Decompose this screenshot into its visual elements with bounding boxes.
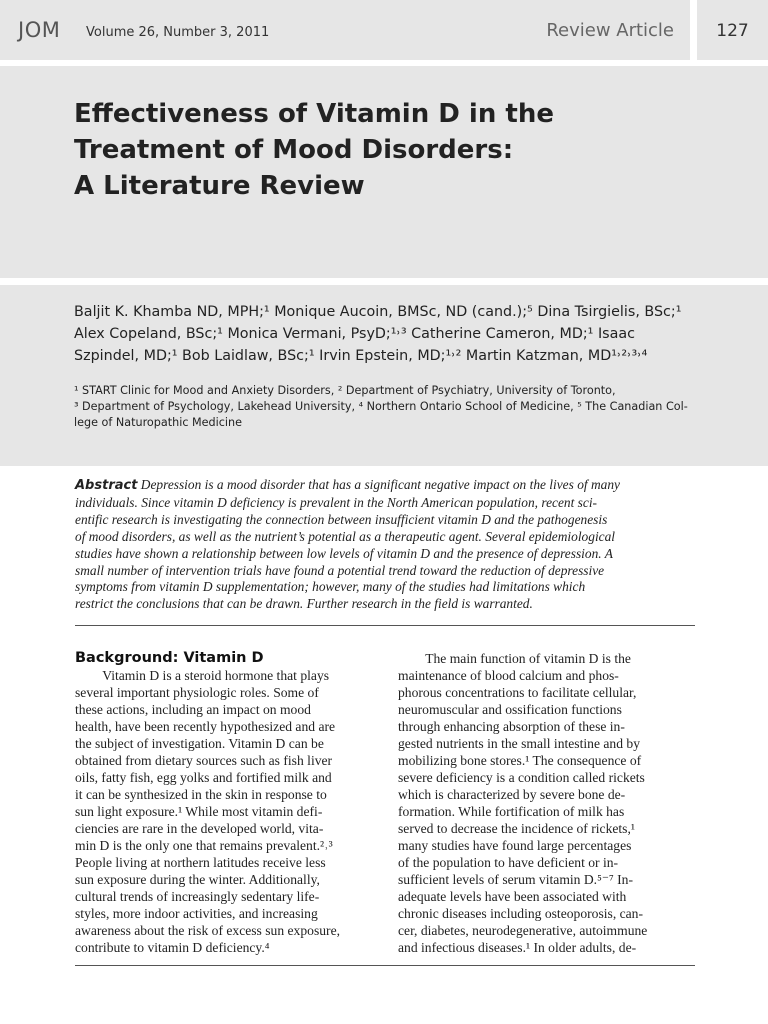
abstract-line: symptoms from vitamin D supplementation; however, many of the studies had limitations which bbox=[75, 579, 586, 595]
affiliation-list bbox=[74, 383, 714, 431]
affiliation-line: ³ Department of Psychology, Lakehead University, ⁴ Northern Ontario School of Medicine, ⁵ The Canadian Col- bbox=[74, 400, 688, 413]
body-line: and infectious diseases.¹ In older adults, de- bbox=[398, 940, 637, 955]
body-line: contribute to vitamin D deficiency.⁴ bbox=[75, 940, 270, 955]
body-line: sufficient levels of serum vitamin D.⁵⁻⁷ In- bbox=[398, 872, 633, 887]
body-line: cer, diabetes, neurodegenerative, autoimmune bbox=[398, 923, 648, 938]
body-line: Vitamin D is a steroid hormone that plays bbox=[75, 668, 330, 683]
body-line: many studies have found large percentages bbox=[398, 838, 632, 853]
abstract-text: Depression is a mood disorder that has a significant negative impact on the lives of many bbox=[140, 477, 620, 492]
body-line: adequate levels have been associated with bbox=[398, 889, 627, 904]
abstract-line: small number of intervention trials have found a potential trend toward the reduction of depressive bbox=[75, 562, 605, 578]
abstract bbox=[75, 477, 690, 613]
left-column-text bbox=[75, 667, 371, 956]
journal-header-bar bbox=[0, 0, 690, 60]
abstract-line: entific research is investigating the connection between insufficient vitamin D and the pathogenesis bbox=[75, 511, 608, 527]
body-line: phorous concentrations to facilitate cellular, bbox=[398, 685, 637, 700]
body-line: ciencies are rare in the developed world, vita- bbox=[75, 821, 324, 836]
column-bottom-divider bbox=[75, 965, 695, 966]
body-line: oils, fatty fish, egg yolks and fortified milk and bbox=[75, 770, 332, 785]
body-line: People living at northern latitudes receive less bbox=[75, 855, 326, 870]
body-line: gested nutrients in the small intestine and by bbox=[398, 736, 640, 751]
abstract-first-line bbox=[75, 477, 690, 495]
authors-panel bbox=[0, 285, 768, 466]
body-line: several important physiologic roles. Some of bbox=[75, 685, 319, 700]
author-line: Szpindel, MD;¹ Bob Laidlaw, BSc;¹ Irvin Epstein, MD;¹˒² Martin Katzman, MD¹˒²˒³˒⁴ bbox=[74, 348, 648, 364]
body-line: severe deficiency is a condition called rickets bbox=[398, 770, 645, 785]
title-panel bbox=[0, 66, 768, 278]
body-line: sun exposure during the winter. Additionally, bbox=[75, 872, 320, 887]
body-line: The main function of vitamin D is the bbox=[398, 651, 631, 666]
author-line: Baljit K. Khamba ND, MPH;¹ Monique Aucoin, BMSc, ND (cand.);⁵ Dina Tsirgielis, BSc;¹ bbox=[74, 304, 682, 320]
abstract-line: restrict the conclusions that can be drawn. Further research in the field is warranted. bbox=[75, 596, 533, 612]
body-line: through enhancing absorption of these in- bbox=[398, 719, 625, 734]
affiliation-line: lege of Naturopathic Medicine bbox=[74, 416, 242, 429]
abstract-divider bbox=[75, 625, 695, 626]
page-number: 127 bbox=[716, 21, 749, 41]
body-line: health, have been recently hypothesized and are bbox=[75, 719, 336, 734]
right-column-text bbox=[398, 650, 695, 956]
body-line: formation. While fortification of milk has bbox=[398, 804, 625, 819]
article-type-label: Review Article bbox=[546, 20, 674, 41]
journal-name: JOM bbox=[18, 18, 61, 42]
body-line: min D is the only one that remains prevalent.²˒³ bbox=[75, 838, 333, 853]
affiliation-line: ¹ START Clinic for Mood and Anxiety Disorders, ² Department of Psychiatry, University of Toronto, bbox=[74, 384, 616, 397]
body-line: of the population to have deficient or in- bbox=[398, 855, 619, 870]
body-line: neuromuscular and ossification functions bbox=[398, 702, 622, 717]
body-line: cultural trends of increasingly sedentary life- bbox=[75, 889, 320, 904]
section-heading: Background: Vitamin D bbox=[75, 650, 264, 666]
body-line: it can be synthesized in the skin in response to bbox=[75, 787, 327, 802]
body-line: served to decrease the incidence of rickets,¹ bbox=[398, 821, 635, 836]
volume-info: Volume 26, Number 3, 2011 bbox=[86, 25, 270, 40]
body-line: mobilizing bone stores.¹ The consequence of bbox=[398, 753, 642, 768]
page-number-box bbox=[697, 0, 768, 60]
title-line: Treatment of Mood Disorders: bbox=[74, 135, 514, 165]
body-line: sun light exposure.¹ While most vitamin defi- bbox=[75, 804, 323, 819]
title-line: A Literature Review bbox=[74, 171, 365, 201]
title-line: Effectiveness of Vitamin D in the bbox=[74, 99, 554, 129]
abstract-heading: Abstract bbox=[75, 478, 138, 493]
body-line: which is characterized by severe bone de- bbox=[398, 787, 626, 802]
body-line: awareness about the risk of excess sun exposure, bbox=[75, 923, 340, 938]
body-line: chronic diseases including osteoporosis, can- bbox=[398, 906, 644, 921]
abstract-line: studies have shown a relationship between low levels of vitamin D and the presence of depression. A bbox=[75, 545, 613, 561]
abstract-line: of mood disorders, as well as the nutrient’s potential as a therapeutic agent. Several epidemiological bbox=[75, 528, 616, 544]
body-line: styles, more indoor activities, and increasing bbox=[75, 906, 318, 921]
body-line: the subject of investigation. Vitamin D can be bbox=[75, 736, 324, 751]
author-line: Alex Copeland, BSc;¹ Monica Vermani, PsyD;¹˒³ Catherine Cameron, MD;¹ Isaac bbox=[74, 326, 636, 342]
body-line: maintenance of blood calcium and phos- bbox=[398, 668, 619, 683]
body-line: obtained from dietary sources such as fish liver bbox=[75, 753, 333, 768]
body-line: these actions, including an impact on mood bbox=[75, 702, 311, 717]
abstract-line: individuals. Since vitamin D deficiency is prevalent in the North American population, recent sci- bbox=[75, 494, 597, 510]
author-list bbox=[74, 301, 714, 367]
article-title bbox=[74, 96, 714, 204]
